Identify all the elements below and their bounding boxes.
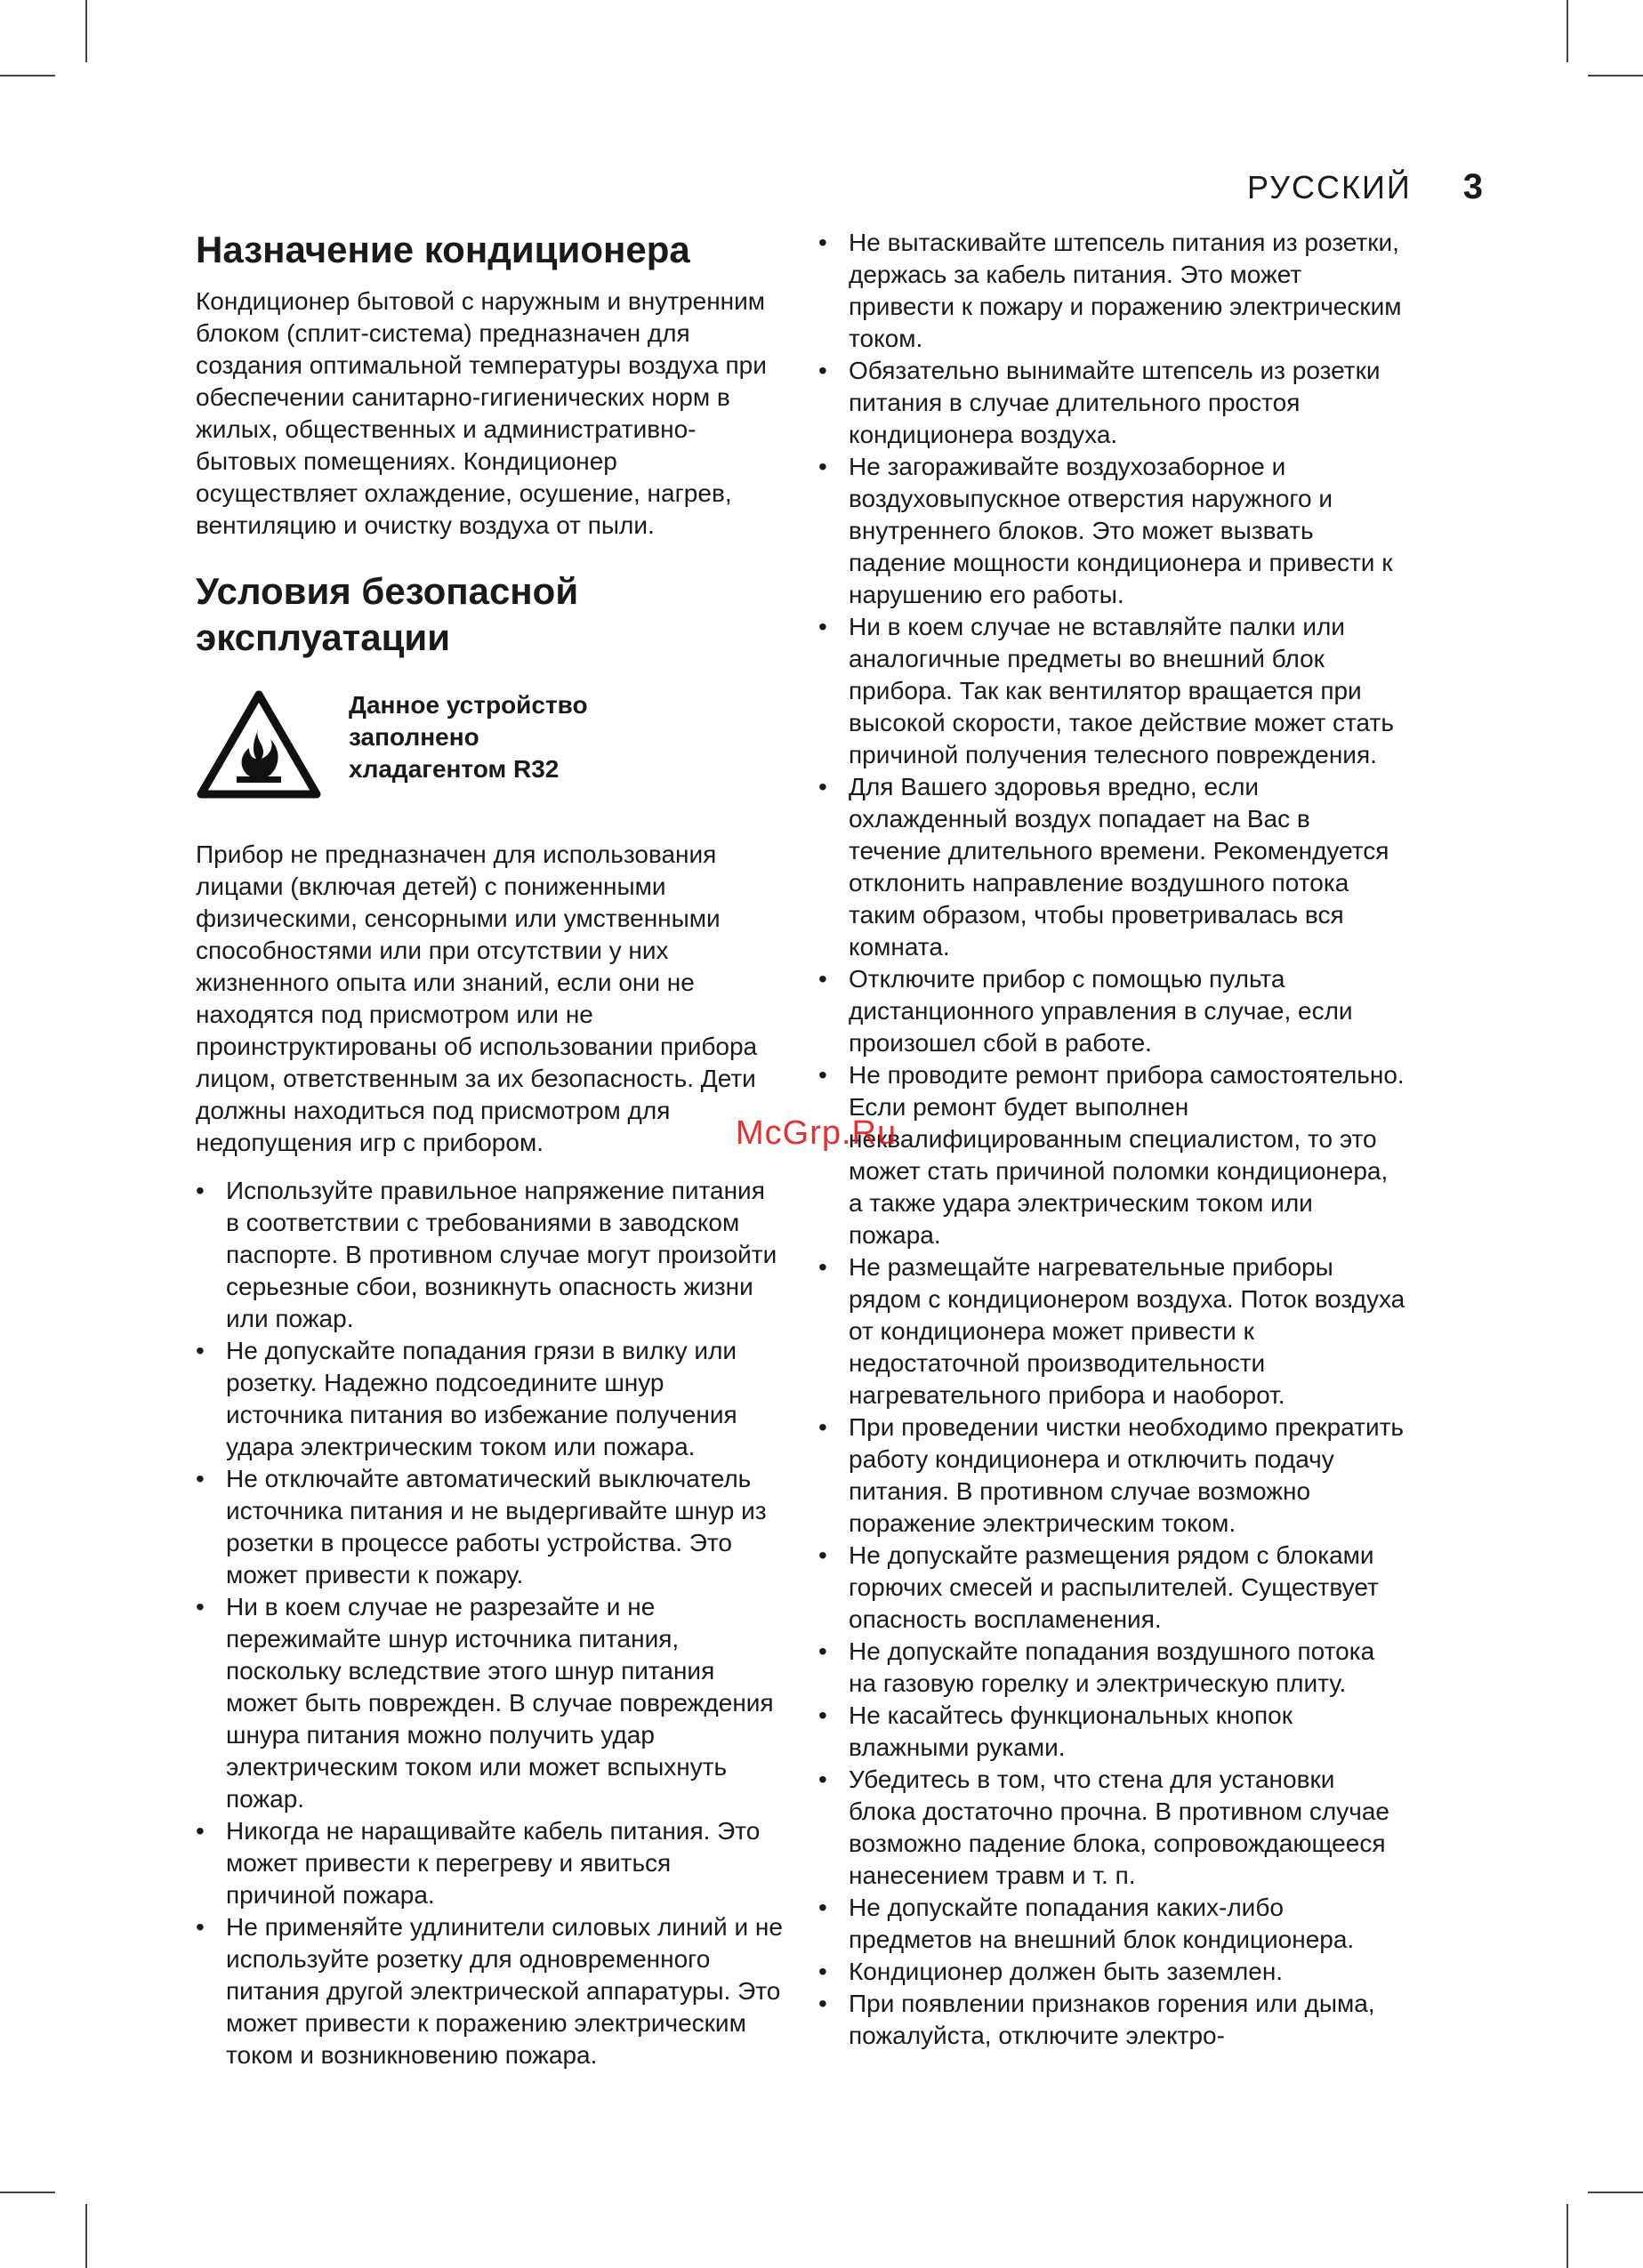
list-item: • Отключите прибор с помощью пульта дистанционного управления в случае, если произошел сбой в работе. [818, 963, 1405, 1059]
crop-mark [1588, 75, 1643, 76]
crop-mark [1566, 0, 1568, 62]
crop-mark [85, 0, 87, 62]
list-item: • Никогда не наращивайте кабель питания. Это может привести к перегреву и явиться причиной пожара. [196, 1815, 783, 1911]
crop-mark [0, 2192, 55, 2193]
list-item: • Убедитесь в том, что стена для установки блока достаточно прочна. В противном случае возможно падение блока, сопровождающееся нанесением травм и т. п. [818, 1764, 1405, 1892]
list-item: • При появлении признаков горения или дыма, пожалуйста, отключите электро- [818, 1988, 1405, 2052]
list-item: • Для Вашего здоровья вредно, если охлажденный воздух попадает на Вас в течение длительного времени. Рекомендуется отклонить направление воздушного потока таким образом, чтобы проветривалась вся комната. [818, 771, 1405, 963]
language-label: РУССКИЙ [1246, 169, 1412, 205]
list-item: • Используйте правильное напряжение питания в соответствии с требованиями в заводском паспорте. В противном случае могут произойти серьезные сбои, возникнуть опасность жизни или пожар. [196, 1175, 783, 1335]
crop-mark [85, 2204, 87, 2268]
page-header [1247, 167, 1483, 207]
list-item: • Кондиционер должен быть заземлен. [818, 1956, 1405, 1988]
left-column [196, 227, 783, 2071]
right-column [818, 227, 1405, 2052]
list-item: • При проведении чистки необходимо прекратить работу кондиционера и отключить подачу питания. В противном случае возможно поражение электрическим током. [818, 1411, 1405, 1540]
watermark: McGrp.Ru [736, 1114, 898, 1152]
safety-intro-paragraph: Прибор не предназначен для использования лицами (включая детей) с пониженными физическими, сенсорными или умственными способностями или при отсутствии у них жизненного опыта или знаний, если они не находятся под присмотром или не проинструктированы об использовании прибора лицом, ответственным за их безопасность. Дети должны находиться под присмотром для недопущения игр с прибором. [196, 840, 758, 1156]
safety-list-right [818, 227, 1405, 2052]
list-item: • Ни в коем случае не разрезайте и не пережимайте шнур источника питания, поскольку вследствие этого шнур питания может быть поврежден. В случае повреждения шнура питания можно получить удар электрическим током или может вспыхнуть пожар. [196, 1591, 783, 1815]
list-item: • Обязательно вынимайте штепсель из розетки питания в случае длительного простоя кондиционера воздуха. [818, 355, 1405, 451]
list-item: • Не загораживайте воздухозаборное и воздуховыпускное отверстия наружного и внутреннего блоков. Это может вызвать падение мощности кондиционера и привести к нарушению его работы. [818, 451, 1405, 611]
list-item: • Не допускайте попадания воздушного потока на газовую горелку и электрическую плиту. [818, 1636, 1405, 1700]
crop-mark [0, 75, 55, 76]
list-item: • Не отключайте автоматический выключатель источника питания и не выдергивайте шнур из розетки в процессе работы устройства. Это может привести к пожару. [196, 1463, 783, 1591]
list-item: • Ни в коем случае не вставляйте палки или аналогичные предметы во внешний блок прибора. Так как вентилятор вращается при высокой скорости, такое действие может стать причиной получения телесного повреждения. [818, 611, 1405, 771]
list-item: • Не размещайте нагревательные приборы рядом с кондиционером воздуха. Поток воздуха от кондиционера может привести к недостаточной производительности нагревательного прибора и наоборот. [818, 1251, 1405, 1411]
page-number: 3 [1462, 167, 1483, 206]
list-item: • Не допускайте попадания каких-либо предметов на внешний блок кондиционера. [818, 1892, 1405, 1956]
purpose-heading: Назначение кондиционера [196, 229, 690, 270]
list-item: • Не допускайте размещения рядом с блоками горючих смесей и распылителей. Существует опасность воспламенения. [818, 1540, 1405, 1636]
refrigerant-warning [196, 688, 783, 801]
crop-mark [1588, 2192, 1643, 2193]
list-item: • Не допускайте попадания грязи в вилку или розетку. Надежно подсоедините шнур источника питания во избежание получения удара электрическим током или пожара. [196, 1335, 783, 1463]
safety-list-left [196, 1175, 783, 2071]
warning-text: Данное устройство заполнено хладагентом R32 [349, 691, 588, 783]
purpose-paragraph: Кондиционер бытовой с наружным и внутренним блоком (сплит-система) предназначен для создания оптимальной температуры воздуха при обеспечении санитарно-гигиенических норм в жилых, общественных и административно-бытовых помещениях. Кондиционер осуществляет охлаждение, осушение, нагрев, вентиляцию и очистку воздуха от пыли. [196, 287, 767, 539]
list-item: • Не проводите ремонт прибора самостоятельно. Если ремонт будет выполнен неквалифицированным специалистом, то это может стать причиной поломки кондиционера, а также удара электрическим током или пожара. [818, 1059, 1405, 1251]
list-item: • Не вытаскивайте штепсель питания из розетки, держась за кабель питания. Это может привести к пожару и поражению электрическим током. [818, 227, 1405, 355]
safety-heading: Условия безопасной эксплуатации [196, 570, 579, 658]
crop-mark [1566, 2204, 1568, 2268]
flammable-warning-icon [196, 688, 322, 801]
list-item: • Не касайтесь функциональных кнопок влажными руками. [818, 1700, 1405, 1764]
list-item: • Не применяйте удлинители силовых линий и не используйте розетку для одновременного питания другой электрической аппаратуры. Это может привести к поражению электрическим током и возникновению пожара. [196, 1911, 783, 2071]
